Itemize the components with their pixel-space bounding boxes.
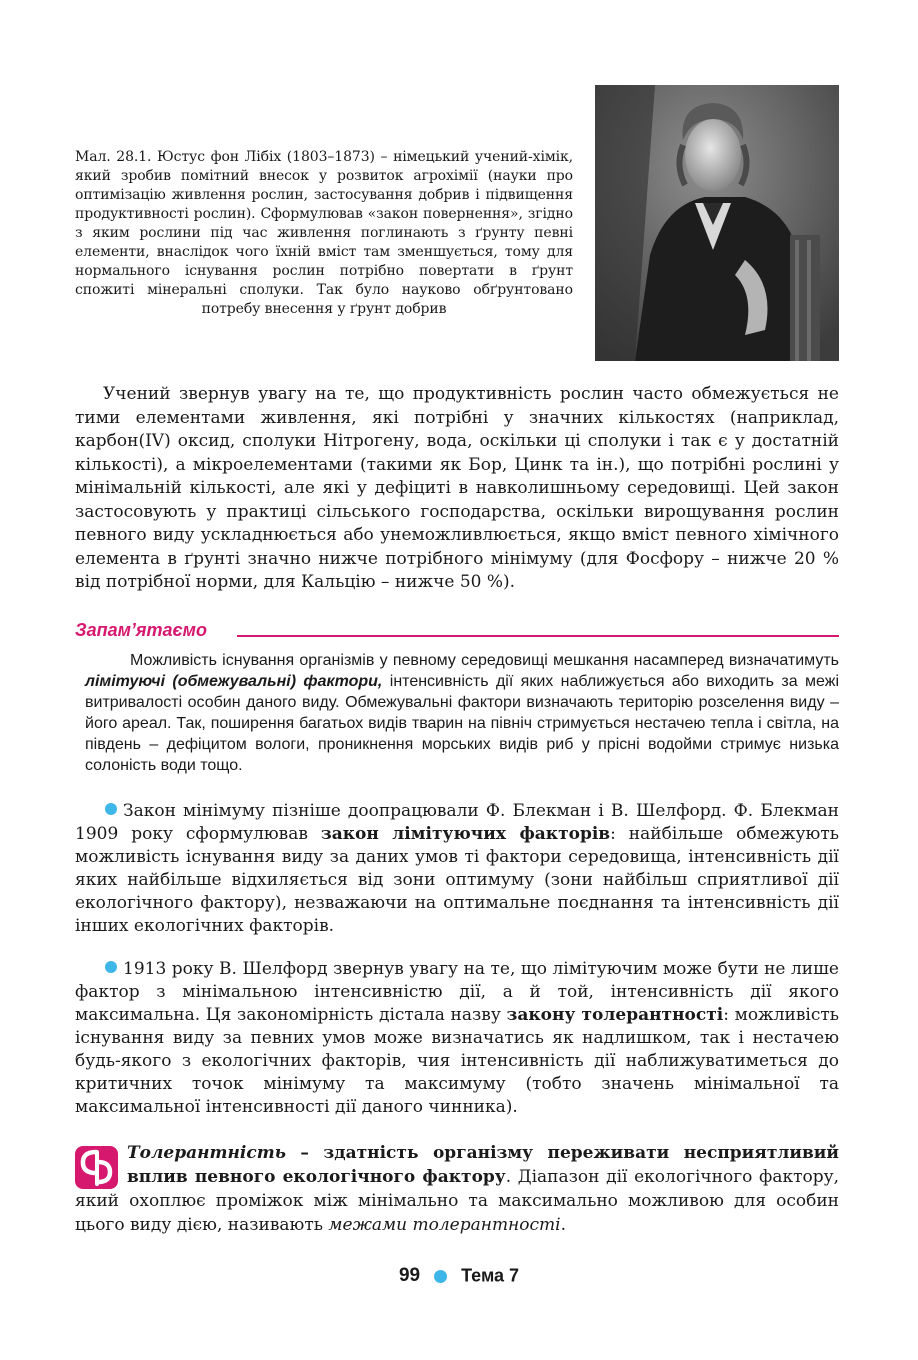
- definition-bold-text: – здатність організму переживати несприятливий вплив певного екологічного фактору: [127, 1143, 839, 1187]
- definition-text: . Діапазон дії екологічного фактору, який охоплює проміжок між мінімально та максимально можливою для особин цього виду дією, називають: [75, 1167, 840, 1235]
- bullet-dot-icon: [105, 961, 117, 973]
- remember-text: [85, 650, 839, 776]
- bullet-dot-icon: [105, 803, 117, 815]
- page-footer: [0, 1265, 918, 1291]
- figure-caption: Мал. 28.1. Юстус фон Лібіх (1803–1873) – німецький учений-хімік, який зробив помітний внесок у розвиток агрохімії (науки про оптимізацію живлення рослин, застосування добрив і підвищення продуктивності рослин). Сформулював «закон повернення», згідно з яким рослини під час живлення поглинають з ґрунту певні елементи, внаслідок чого їхній вміст там зменшується, тому для нормального існування рослин потрібно повертати в ґрунт спожиті мінеральні сполуки. Так було науково обґрунтовано потребу внесення у ґрунт добрив: [75, 149, 573, 317]
- portrait-illustration: [595, 85, 839, 361]
- definition-icon-spacer: [75, 1141, 127, 1185]
- bullet-text: : можливість існування виду за певних умов може визначатись як надлишком, так і нестачею будь-якого з екологічних факторів, чия інтенсивність дії наближуватиметься до критичних точок мінімуму та максимуму (тобто значень мінімальної та максимальної інтенсивності дії даного чинника).: [75, 1005, 840, 1117]
- definition-end: .: [560, 1215, 566, 1235]
- definition-paragraph: [75, 1141, 839, 1237]
- bullet-paragraph-blackman: [75, 800, 839, 938]
- bullet-term: закону толерантності: [506, 1005, 724, 1025]
- remember-heading: [75, 620, 839, 642]
- page-number: 99: [398, 1265, 421, 1286]
- bullet-text: Закон мінімуму пізніше доопрацювали Ф. Блекман і В. Шелфорд. Ф. Блекман 1909 року сформулював: [75, 801, 839, 844]
- remember-title: Запам’ятаємо: [75, 620, 207, 640]
- bullet-term: закон лімітуючих факторів: [320, 824, 611, 844]
- remember-divider: [237, 635, 839, 637]
- bullet-text: 1913 року В. Шелфорд звернув увагу на те, що лімітуючим може бути не лише фактор з мінімальною інтенсивністю дії, а й той, інтенсивність дії якого максимальна. Ця закономірність дістала назву: [75, 959, 839, 1025]
- bullet-text: : найбільше обмежують можливість існування виду за даних умов ті фактори середовища, інтенсивність дії яких найбільше відхиляється від зони оптимуму (зони найбільш сприятливої дії екологічного фактору), незважаючи на оптимальне поєднання та інтенсивність дії інших екологічних факторів.: [75, 824, 839, 936]
- main-paragraph: Учений звернув увагу на те, що продуктивність рослин часто обмежується не тими елементами живлення, які потрібні у значних кількостях (наприклад, карбон(IV) оксид, сполуки Нітрогену, вода, оскільки ці сполуки і так є у достатній кількості), а мікроелементами (такими як Бор, Цинк та ін.), що потрібні рослині у мінімальній кількості, але які у дефіциті в навколишньому середовищі. Цей закон застосовують у практиці сільського господарства, оскільки вирощування рослин певного виду ускладнюється або унеможливлюється, якщо вміст певного хімічного елемента в ґрунті значно нижче потрібного мінімуму (для Фосфору – нижче 20 % від потрібної норми, для Кальцію – нижче 50 %).: [75, 384, 839, 592]
- remember-text-part: інтенсивність дії яких наближується або виходить за межі витривалості особин даного виду. Обмежувальні фактори визначають територію розселення виду – його ареал. Так, поширення багатьох видів тварин на північ стримується нестачею тепла і світла, на південь – дефіцитом вологи, проникнення морських видів риб у прісні водойми стримує низька солоність води тощо.: [85, 673, 839, 774]
- definition-term-2: межами толерантності: [328, 1215, 561, 1235]
- bullet-paragraph-shelford: [75, 958, 839, 1119]
- remember-term: лімітуючі (обмежувальні) фактори,: [85, 673, 383, 690]
- remember-text-part: Можливість існування організмів у певному середовищі мешкання насамперед визначатимуть: [130, 652, 839, 669]
- definition-term: Толерантність: [127, 1143, 286, 1163]
- footer-dot-icon: [434, 1270, 447, 1283]
- topic-label: Тема 7: [461, 1265, 520, 1286]
- portrait-photo: [595, 85, 839, 361]
